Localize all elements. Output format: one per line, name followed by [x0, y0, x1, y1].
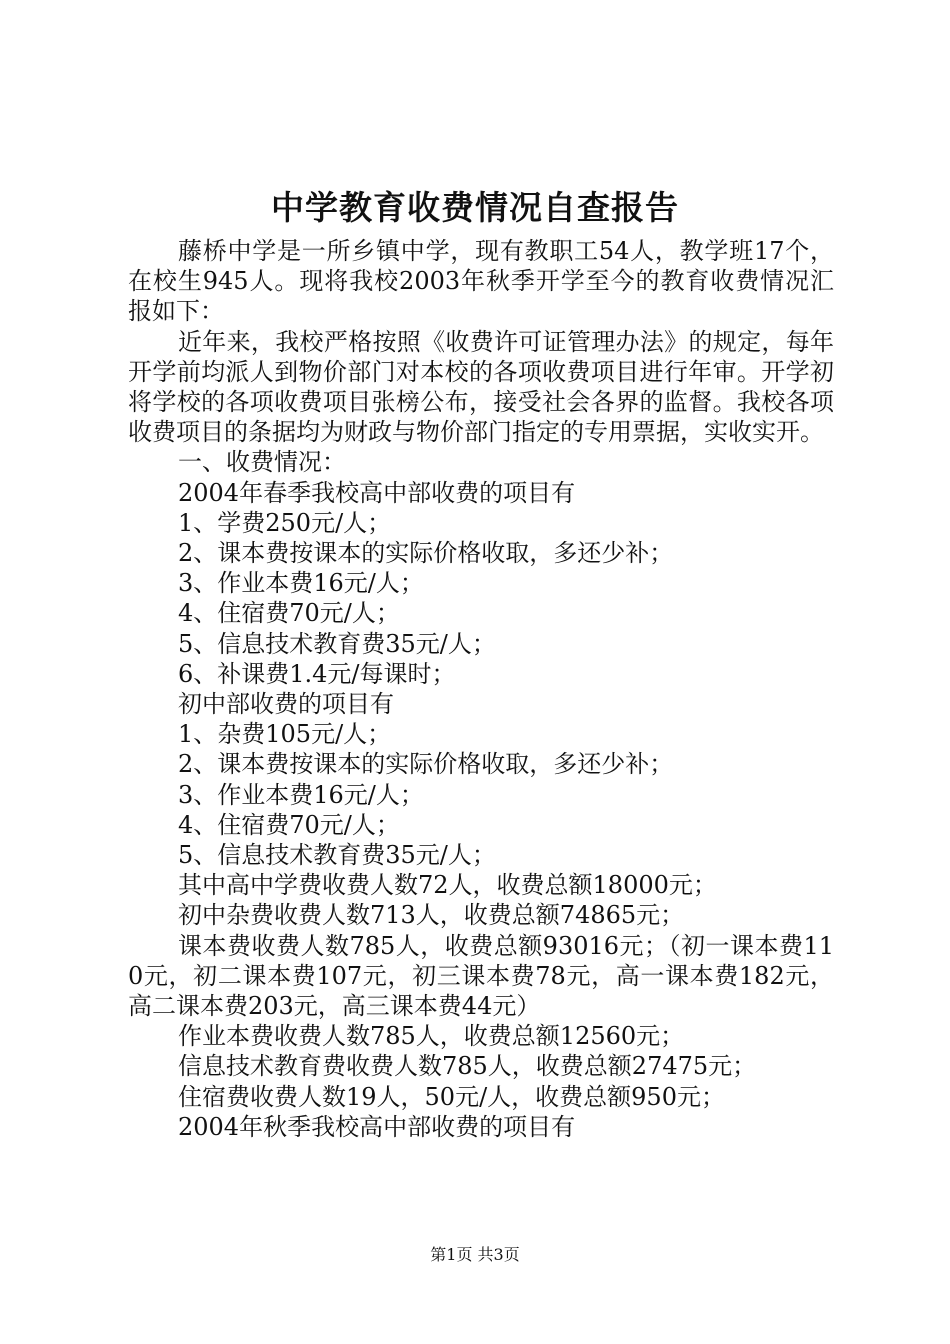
list-item: 2、课本费按课本的实际价格收取，多还少补； — [178, 539, 674, 568]
document-title: 中学教育收费情况自查报告 — [271, 188, 679, 227]
textbook-fee-paragraph: 课本费收费人数785人，收费总额93016元；（初一课本费110元，初二课本费107元，初三课本费78元，高一课本费182元，高二课本费203元，高三课本费44元） — [128, 931, 834, 1021]
list-item: 3、作业本费16元/人； — [178, 569, 424, 598]
list-item: 4、住宿费70元/人； — [178, 599, 400, 628]
list-item: 3、作业本费16元/人； — [178, 780, 424, 809]
list-item: 5、信息技术教育费35元/人； — [178, 629, 496, 658]
list-item: 1、学费250元/人； — [178, 508, 392, 537]
text-line: 初中部收费的项目有 — [178, 690, 394, 719]
policy-paragraph: 近年来，我校严格按照《收费许可证管理办法》的规定，每年开学前均派人到物价部门对本校的各项收费项目进行年审。开学初将学校的各项收费项目张榜公布，接受社会各界的监督。我校各项收费项目的条据均为财政与物价部门指定的专用票据，实收实开。 — [128, 327, 834, 447]
list-item: 6、补课费1.4元/每课时； — [178, 659, 456, 688]
list-item: 5、信息技术教育费35元/人； — [178, 841, 496, 870]
document-body — [128, 236, 834, 1142]
text-line: 其中高中学费收费人数72人，收费总额18000元； — [178, 871, 717, 900]
section-heading: 一、收费情况： — [178, 448, 346, 477]
list-item: 1、杂费105元/人； — [178, 720, 392, 749]
text-line: 信息技术教育费收费人数785人，收费总额27475元； — [178, 1052, 757, 1081]
text-line: 住宿费收费人数19人，50元/人，收费总额950元； — [178, 1082, 725, 1111]
list-item: 4、住宿费70元/人； — [178, 810, 400, 839]
intro-paragraph: 藤桥中学是一所乡镇中学，现有教职工54人，教学班17个，在校生945人。现将我校2003年秋季开学至今的教育收费情况汇报如下： — [128, 237, 834, 326]
text-line: 2004年秋季我校高中部收费的项目有 — [178, 1112, 576, 1141]
text-line: 2004年春季我校高中部收费的项目有 — [178, 478, 576, 507]
text-line: 作业本费收费人数785人，收费总额12560元； — [178, 1022, 685, 1051]
page-footer: 第1页 共3页 — [430, 1245, 520, 1264]
text-line: 初中杂费收费人数713人，收费总额74865元； — [178, 901, 685, 930]
list-item: 2、课本费按课本的实际价格收取，多还少补； — [178, 750, 674, 779]
